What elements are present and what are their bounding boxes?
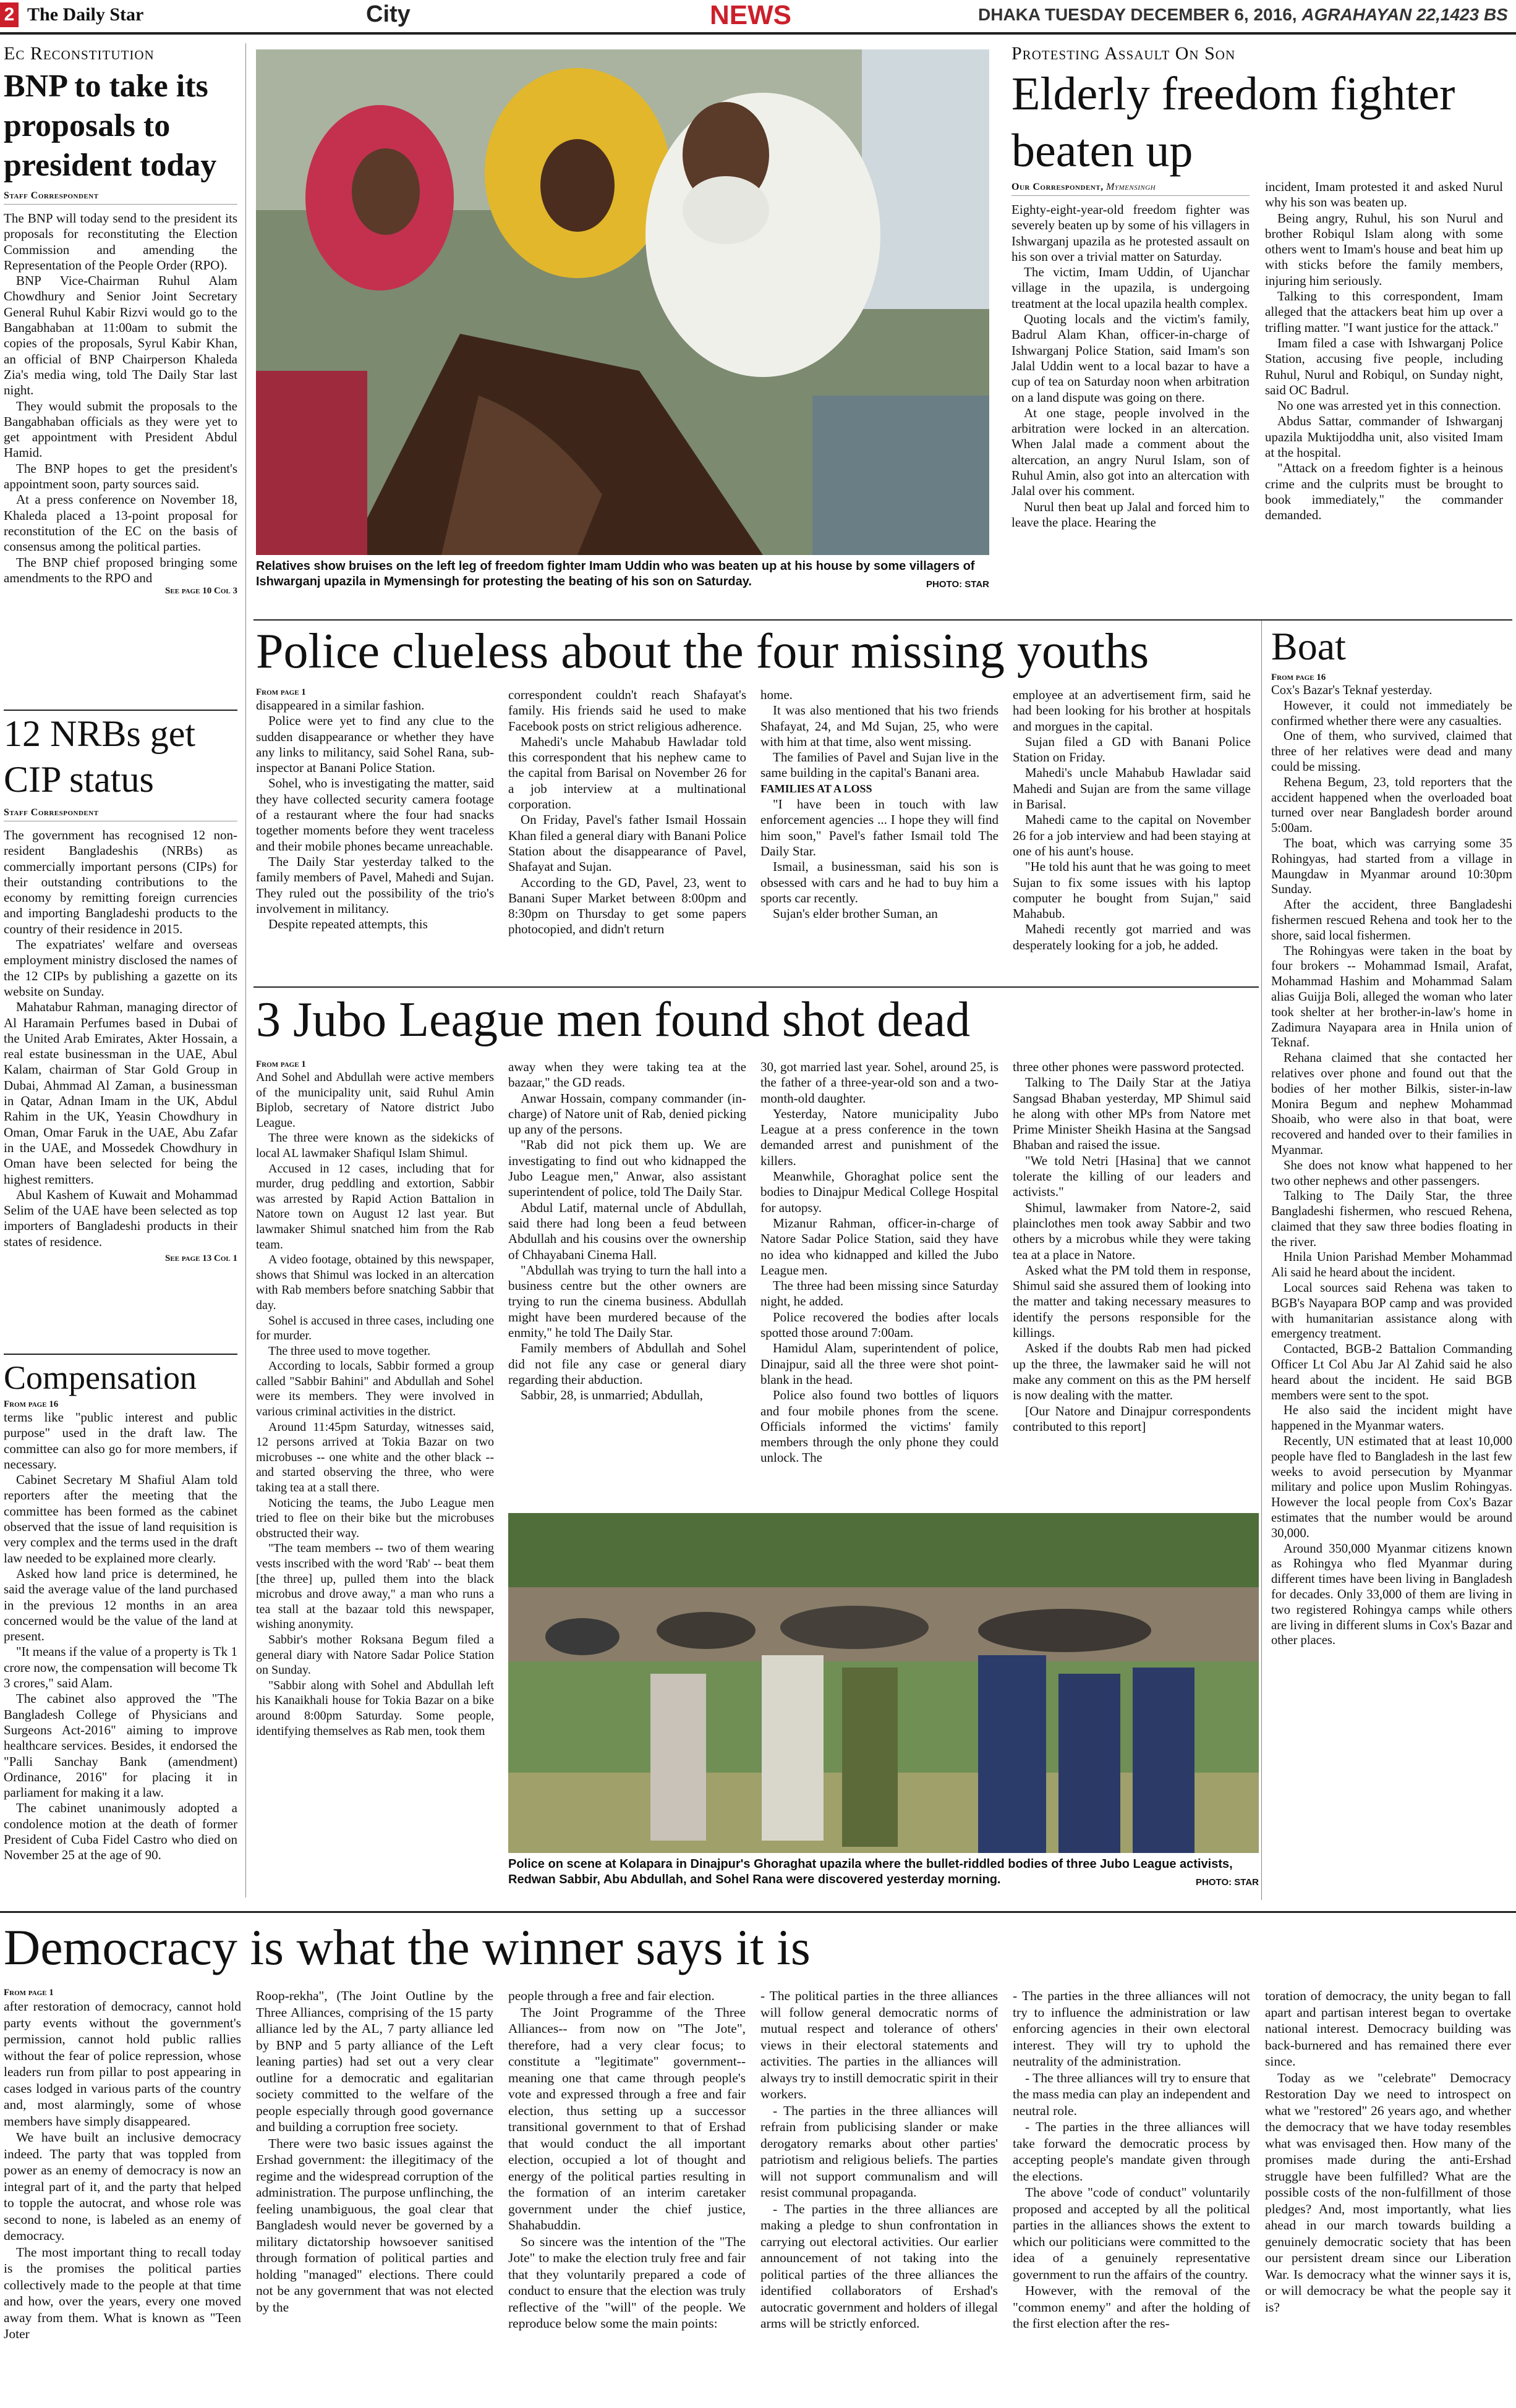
elderly-paragraph: At one stage, people involved in the arbitration were locked in an altercation. When Jalal made a comment about the altercation, an angry Nurul Islam, son of Ruhul Amin, also got into an altercation with Jalal over his comment. [1011, 405, 1250, 499]
boat-paragraph: Cox's Bazar's Teknaf yesterday. [1271, 684, 1433, 697]
police-paragraph: Mahedi recently got married and was desperately looking for a job, he added. [1013, 922, 1251, 952]
bnp-jump-link[interactable]: See page 10 Col 3 [165, 586, 237, 596]
jubo-body-4 [1013, 1059, 1251, 1435]
democracy-paragraph: The most important thing to recall today is the promises the political parties collectively made to the people at that time and how, over the years, every one moved away from them. What is known as "Teen Joter [4, 2244, 241, 2341]
nrb-paragraph: The government has recognised 12 non-resident Bangladeshis (NRBs) as commercially important persons (CIPs) for their outstanding contributions to the economy by remitting foreign currencies and importing Bangladeshi products to the country of their residence in 2015. [4, 828, 237, 936]
compensation-paragraph: The cabinet unanimously adopted a condolence motion at the death of former President of Cuba Fidel Castro who died on November 25 at the age of 90. [4, 1800, 237, 1863]
compensation-paragraph: "It means if the value of a property is Tk 1 crore now, the compensation will become Tk 3 crores," said Alam. [4, 1644, 237, 1691]
elderly-paragraph: Eighty-eight-year-old freedom fighter was severely beaten up by some of his villagers in Ishwarganj upazila as he protested assault on his son over a trivial matter on Saturday. [1011, 202, 1250, 264]
police-paragraph: Mahedi came to the capital on November 26 for a job interview and had been staying at one of his aunt's house. [1013, 812, 1251, 858]
nrb-jump-link[interactable]: See page 13 Col 1 [165, 1253, 237, 1264]
jubo-paragraph: Noticing the teams, the Jubo League men tried to flee on their bike but the microbuses obstructed their way. [256, 1496, 494, 1540]
democracy-paragraph: The Joint Programme of the Three Alliances-- from now on "The Jote", therefore, had a very clear focus; to constitute a "legitimate" government-- meaning one that came through people's vote and expressed through a free and fair election, thus setting up a successor transitional government to that of Ershad that would conduct the all important election, occupied a lot of thought and energy of the political parties resulting in the formation of an interim caretaker government under the chief justice, Shahabuddin. [508, 2004, 746, 2232]
jubo-paragraph: Sohel is accused in three cases, including one for murder. [256, 1313, 494, 1343]
jubo-paragraph: Family members of Abdullah and Sohel did not file any case or general diary regarding their abduction. [508, 1341, 746, 1387]
jubo-paragraph: Talking to The Daily Star at the Jatiya Sangsad Bhaban yesterday, MP Shimul said he along with other MPs from Natore met Prime Minister Sheikh Hasina at the Sangsad Bhaban and raised the issue. [1013, 1075, 1251, 1153]
elderly-paragraph: Quoting locals and the victim's family, Badrul Alam Khan, officer-in-charge of Ishwarganj Police Station, said Imam's son Jalal Uddin went to a local bazar to have a cup of tea on Saturday noon when arbitration on a land dispute was going on there. [1011, 312, 1250, 405]
democracy-paragraph: Roop-rekha", (The Joint Outline by the Three Alliances, comprising of the 15 party alliance led by the AL, 7 party alliance led by BNP and 5 party alliance of the Left leaning parties) had set out a very clear outline for a democratic and egalitarian society committed to the welfare of the people especially through good governance and building a corruption free society. [256, 1988, 493, 2134]
compensation-story [4, 1356, 237, 1863]
dateline-bangla: AGRAHAYAN 22,1423 BS [1301, 5, 1508, 24]
boat-paragraph: Around 350,000 Myanmar citizens known as Rohingya who fled Myanmar during different times have been living in Bangladesh for decades. Only 33,000 of them are living in two registered Rohingya camps while others are living in different slums in Cox's Bazar and other places. [1271, 1541, 1512, 1648]
boat-story [1271, 621, 1512, 1648]
boat-paragraph: The Rohingyas were taken in the boat by four brokers -- Mohammad Ismail, Arafat, Mohammad Hashim and Mohammad Salam alias Guijja Boli, alleged the woman who later took shelter at her brother-in-law's home in Zadimura Nayapara area in Hnila union of Teknaf. [1271, 944, 1512, 1050]
jubo-paragraph: Sabbir's mother Roksana Begum filed a general diary with Natore Sadar Police Station on Sunday. [256, 1632, 494, 1677]
compensation-headline: Compensation [4, 1359, 197, 1396]
democracy-story [4, 1916, 1512, 1979]
column-rule [1261, 621, 1262, 1900]
elderly-paragraph: Abdus Sattar, commander of Ishwarganj upazila Muktijoddha unit, also visited Imam at the hospital. [1265, 413, 1503, 460]
jubo-paragraph: And Sohel and Abdullah were active members of the municipality unit, said Ruhul Amin Biplob, secretary of Natore district Jubo League. [256, 1070, 494, 1130]
bnp-paragraph: The BNP chief proposed bringing some amendments to the RPO and [4, 554, 237, 585]
nrb-headline: 12 NRBs get CIP status [4, 713, 196, 800]
photo-freedom-fighter [256, 49, 989, 555]
jubo-paragraph: Mizanur Rahman, officer-in-charge of Natore Sadar Police Station, said they have no idea who kidnapped and killed the Jubo League men. [760, 1215, 999, 1278]
nrb-story [4, 711, 237, 1264]
photo-freedom-fighter-image [256, 49, 989, 555]
democracy-body-1 [4, 1998, 241, 2342]
jubo-paragraph: "Abdullah was trying to turn the hall into a business centre but the other owners are trying to run the cinema business. Abdullah might have been murdered because of the enmity," he told The Daily Star. [508, 1262, 746, 1341]
boat-paragraph: However, it could not immediately be confirmed whether there were any casualties. [1271, 698, 1512, 728]
jubo-paragraph: Shimul, lawmaker from Natore-2, said plainclothes men took away Sabbir and two others by a microbus while they were taking tea at a place in Natore. [1013, 1200, 1251, 1262]
democracy-from: From page 1 [4, 1988, 54, 1998]
democracy-paragraph: So sincere was the intention of the "The Jote" to make the election truly free and fair that they voluntarily prepared a code of conduct to ensure that the election was truly reflective of the "will" of the people. We reproduce below some the main points: [508, 2234, 746, 2331]
elderly-headline: Elderly freedom fighter beaten up [1011, 68, 1455, 177]
divider [0, 1911, 1516, 1913]
jubo-paragraph: Sabbir, 28, is unmarried; Abdullah, [521, 1388, 703, 1403]
democracy-body-5 [1013, 1988, 1250, 2332]
police-from: From page 1 [256, 687, 306, 697]
category-label: NEWS [710, 0, 791, 30]
police-paragraph: Mahedi's uncle Mahabub Hawladar said Mahedi and Sujan are from the same village in Barisal. [1013, 765, 1251, 812]
jubo-paragraph: three other phones were password protected. [1013, 1059, 1245, 1074]
police-paragraph: According to the GD, Pavel, 23, went to Banani Super Market between 8:00pm and 8:30pm on Thursday to get some papers photocopied, and didn't return [508, 875, 746, 937]
elderly-byline [1011, 182, 1250, 196]
jubo-paragraph: [Our Natore and Dinajpur correspondents contributed to this report] [1013, 1403, 1251, 1434]
bnp-paragraph: At a press conference on November 18, Khaleda placed a 13-point proposal for reconstitution of the EC on the basis of consensus among the political parties. [4, 492, 237, 554]
bnp-body [4, 211, 237, 586]
section-label: City [366, 1, 411, 27]
jubo-body-1 [256, 1070, 494, 1739]
paper-name: The Daily Star [27, 4, 144, 25]
divider [4, 1354, 237, 1355]
elderly-body-2 [1265, 179, 1503, 524]
dateline-date: DHAKA TUESDAY DECEMBER 6, 2016, [978, 5, 1297, 24]
boat-paragraph: Rehena Begum, 23, told reporters that the accident happened when the overloaded boat turned over near Bangladesh border around 5:00am. [1271, 775, 1512, 836]
elderly-byline-place: Mymensingh [1106, 182, 1156, 192]
police-headline: Police clueless about the four missing youths [256, 624, 1149, 679]
boat-paragraph: One of them, who survived, claimed that three of her relatives were dead and many could be missing. [1271, 729, 1512, 774]
jubo-paragraph: "The team members -- two of them wearing vests inscribed with the word 'Rab' -- beat them [the three] up, pulled them into the black microbus and drove away," a man who runs a tea stall at the bazaar told this newspaper, wishing anonymity. [256, 1541, 494, 1632]
democracy-paragraph: - The parties in the three alliances will not try to influence the administration or law enforcing agencies in their own electoral interest. They will try to uphold the neutrality of the administration. [1013, 1988, 1250, 2069]
jubo-paragraph: Anwar Hossain, company commander (in-charge) of Natore unit of Rab, denied picking up any of the persons. [508, 1090, 746, 1137]
democracy-paragraph: people through a free and fair election. [508, 1988, 715, 2003]
democracy-col1 [4, 1988, 241, 2342]
photo-police-scene-caption [508, 1857, 1259, 1890]
jubo-paragraph: Police also found two bottles of liquors and four mobile phones from the scene. Officials informed the victims' family members through the only phone they could unlock. The [760, 1388, 999, 1465]
page-number: 2 [4, 4, 15, 25]
police-body-4 [1013, 687, 1251, 953]
bnp-headline: BNP to take its proposals to president today [4, 69, 217, 183]
police-paragraph: home. [760, 687, 793, 702]
bnp-story [4, 43, 237, 596]
boat-paragraph: Local sources said Rehena was taken to BGB's Nayapara BOP camp and was provided with humanitarian assistance along with emergency treatment. [1271, 1281, 1512, 1341]
photo-freedom-fighter-caption [256, 559, 989, 592]
police-body-2 [508, 687, 746, 938]
democracy-paragraph: - The parties in the three alliances will take forward the democratic process by accepting people's mandate given through the elections. [1013, 2119, 1250, 2184]
jubo-paragraph: Asked if the doubts Rab men had picked up the three, the lawmaker said he will not make any comment on this as the PM herself is now dealing with the matter. [1013, 1341, 1251, 1403]
bnp-kicker: Ec Reconstitution [4, 43, 155, 64]
elderly-paragraph: Being angry, Ruhul, his son Nurul and brother Robiqul Islam along with some others went to Imam's house and beat him up with sticks before the family members, injuring him seriously. [1265, 210, 1503, 288]
page-number-box [0, 2, 19, 27]
police-subhead: FAMILIES AT A LOSS [760, 782, 872, 795]
jubo-paragraph: The three were known as the sidekicks of local AL lawmaker Shafiqul Islam Shimul. [256, 1131, 494, 1160]
police-paragraph: employee at an advertisement firm, said he had been looking for his brother at hospitals and morgues in the capital. [1013, 687, 1251, 734]
elderly-story [1011, 43, 1512, 179]
democracy-paragraph: toration of democracy, the unity began to fall apart and partisan interest began to overtake national interest. Democracy building was back-burnered and has remained there ever since. [1265, 1988, 1511, 2069]
photo-credit: PHOTO: STAR [1196, 1877, 1259, 1888]
elderly-paragraph: Nurul then beat up Jalal and forced him to leave the place. Hearing the [1011, 499, 1250, 530]
boat-paragraph: Rehana claimed that she contacted her relatives over phone and found out that the bodies of her mother Bilkis, sister-in-law Monira Begum and nephew Mohammad Shoaib, who were also in that boat, were recovered and handed over to their families in Myanmar. [1271, 1051, 1512, 1157]
police-paragraph: The Daily Star yesterday talked to the family members of Pavel, Mahedi and Sujan. They ruled out the possibility of the trio's involvement in militancy. [256, 854, 494, 916]
jubo-paragraph: Hamidul Alam, superintendent of police, Dinajpur, said all the three were shot point-blank in the head. [760, 1341, 999, 1387]
democracy-paragraph: - The parties in the three alliances will refrain from publicising slander or make derogatory remarks about other parties' patriotism and religious beliefs. The parties will not support communalism and will resist communal propaganda. [760, 2103, 998, 2200]
bnp-paragraph: BNP Vice-Chairman Ruhul Alam Chowdhury and Senior Joint Secretary General Ruhul Kabir Rizvi would go to the Bangabhaban at 11:00am to submit the copies of the proposals, Syrul Kabir Khan, an official of BNP Chairperson Khaleda Zia's media wing, told The Daily Star last night. [4, 273, 237, 398]
jubo-body-3 [760, 1059, 999, 1466]
boat-paragraph: Recently, UN estimated that at least 10,000 people have fled to Bangladesh in the last few weeks to avoid persecution by Myanmar military and police upon Muslim Rohingyas. However the local people from Cox's Bazar estimates that the number would be around 30,000. [1271, 1435, 1512, 1540]
nrb-paragraph: Mahatabur Rahman, managing director of Al Haramain Perfumes based in Dubai of the United Arab Emirates, Akter Hossain, a real estate businessman in the UAE, Abul Kalam, chairman of Star Gold Group in Dubai, Ahmmad Al Zaman, a businessman in Qatar, Adnan Imam in the UK, Abdul Rahim in the UK, Yeasin Chowdhury in Oman, Omar Faruk in the UAE, Abu Zafar in the UAE, and Mossedek Chowdhury in Oman have been selected for being the highest remitters. [4, 999, 237, 1187]
boat-paragraph: Hnila Union Parishad Member Mohammad Ali said he heard about the incident. [1271, 1250, 1512, 1280]
jubo-paragraph: The three had been missing since Saturday night, he added. [760, 1278, 999, 1309]
police-body-3 [760, 687, 999, 922]
bnp-paragraph: The BNP hopes to get the president's appointment soon, party sources said. [4, 460, 237, 492]
jubo-paragraph: "Sabbir along with Sohel and Abdullah left his Kanaikhali house for Tokia Bazar on a bike around 8:00pm Saturday. Some people, identifying themselves as Rab men, took them [256, 1678, 494, 1738]
compensation-paragraph: terms like "public interest and public purpose" used in the draft law. The committee can also go for more members, if necessary. [4, 1410, 237, 1472]
police-paragraph: It was also mentioned that his two friends Shafayat, 24, and Md Sujan, 25, who were with him at that time, also went missing. [760, 703, 999, 749]
jubo-from: From page 1 [256, 1059, 306, 1069]
police-paragraph: correspondent couldn't reach Shafayat's family. His friends said he used to make Facebook posts on strict religious adherence. [508, 687, 746, 734]
police-paragraph: The families of Pavel and Sujan live in the same building in the capital's Banani area. [760, 750, 999, 781]
photo-police-scene-image [508, 1513, 1259, 1853]
jubo-paragraph: According to locals, Sabbir formed a group called "Sabbir Bahini" and Abdullah and Sohel were its members. They were involved in various criminal activities in the district. [256, 1359, 494, 1419]
compensation-body [4, 1410, 237, 1863]
elderly-body-1 [1011, 202, 1250, 530]
jubo-paragraph: "Rab did not pick them up. We are investigating to find out who kidnapped the Jubo League men," Anwar, also assistant superintendent of police, told The Daily Star. [508, 1137, 746, 1200]
democracy-paragraph: - The three alliances will try to ensure that the mass media can play an independent and neutral role. [1013, 2070, 1250, 2118]
elderly-paragraph: The victim, Imam Uddin, of Ujanchar village in the upazila, is undergoing treatment at the local upazila health complex. [1011, 265, 1250, 311]
caption-text: Relatives show bruises on the left leg of freedom fighter Imam Uddin who was beaten up at his house by some villagers of Ishwarganj upazila in Mymensingh for protesting the beating of his son on Saturday. [256, 559, 975, 588]
jubo-body-2 [508, 1059, 746, 1404]
elderly-paragraph: incident, Imam protested it and asked Nurul why his son was beaten up. [1265, 179, 1503, 210]
elderly-byline-name: Our Correspondent, [1011, 182, 1104, 192]
column-rule [245, 43, 246, 1897]
police-paragraph: Mahedi's uncle Mahabub Hawladar told this correspondent that his nephew came to the capital from Barisal on November 26 for a job interview at a multinational corporation. [508, 734, 746, 812]
divider [253, 986, 1259, 988]
boat-paragraph: Contacted, BGB-2 Battalion Commanding Officer Lt Col Abu Jar Al Zahid said he also heard about the incident. He said BGB members were sent to the spot. [1271, 1342, 1512, 1402]
elderly-col1 [1011, 179, 1250, 530]
compensation-from: From page 16 [4, 1399, 59, 1409]
jubo-paragraph: Police recovered the bodies after locals spotted those around 7:00am. [760, 1309, 999, 1341]
democracy-paragraph: Today as we "celebrate" Democracy Restoration Day we need to introspect on what we "restored" 26 years ago, and whether the democracy that we have today resembles what was envisaged then. How many of the promises made during the anti-Ershad struggle have been fulfilled? What are the possible costs of the non-fulfillment of those pledges? And, most importantly, what lies ahead in our march towards building a genuinely democratic society that has been our persistent dream since our Liberation War. Is democracy what the winner says it is, or will democracy be what the people say it is? [1265, 2070, 1511, 2315]
caption-text: Police on scene at Kolapara in Dinajpur's Ghoraghat upazila where the bullet-riddled bodies of three Jubo League activists, Redwan Sabbir, Abu Abdullah, and Sohel Rana were discovered yesterday morning. [508, 1857, 1233, 1886]
jubo-paragraph: Meanwhile, Ghoraghat police sent the bodies to Dinajpur Medical College Hospital for autopsy. [760, 1169, 999, 1215]
democracy-body-6 [1265, 1988, 1511, 2315]
boat-paragraph: After the accident, three Bangladeshi fishermen rescued Rehena and took her to the shore, said local fishermen. [1271, 898, 1512, 943]
jubo-col1 [256, 1059, 494, 1739]
democracy-paragraph: However, with the removal of the "common enemy" and after the holding of the first election after the res- [1013, 2283, 1250, 2331]
photo-credit: PHOTO: STAR [926, 579, 989, 590]
compensation-paragraph: The cabinet also approved the "The Bangladesh College of Physicians and Surgeons Act-2016" aiming to improve healthcare services. Besides, it endorsed the "Palli Sanchay Bank (amendment) Ordinance, 2016" for placing it in parliament for making it a law. [4, 1691, 237, 1800]
democracy-body-4 [760, 1988, 998, 2332]
jubo-paragraph: Accused in 12 cases, including that for murder, drug peddling and extortion, Sabbir was arrested by Rapid Action Battalion in Natore town on August 12 last year. But lawmaker Shimul snatched him from the Rab team. [256, 1161, 494, 1252]
democracy-paragraph: There were two basic issues against the Ershad government: the illegitimacy of the regime and the widespread corruption of the administration. The purpose unflinching, the feeling unambiguous, the goal clear that Bangladesh would never be governed by a military dictatorship howsoever sanitised through formation of political parties and holding "managed" elections. There could not be any government that was not elected by the [256, 2135, 493, 2315]
police-body-1 [256, 698, 494, 932]
jubo-paragraph: Asked what the PM told them in response, Shimul said she assured them of looking into the matter and taking necessary measures to identify the persons responsible for the killings. [1013, 1262, 1251, 1341]
police-paragraph: Sujan filed a GD with Banani Police Station on Friday. [1013, 734, 1251, 765]
police-paragraph: Despite repeated attempts, this [268, 917, 428, 932]
democracy-paragraph: - The parties in the three alliances are making a pledge to shun confrontation in carrying out electoral activities. Our earlier announcement of not taking into the political parties of the three alliances the identified collaborators of Ershad's autocratic government and holders of illegal arms will be strictly enforced. [760, 2201, 998, 2331]
democracy-body-3 [508, 1988, 746, 2332]
photo-police-scene [508, 1513, 1259, 1853]
jubo-paragraph: A video footage, obtained by this newspaper, shows that Shimul was locked in an altercation with Rab members before snatching Sabbir that day. [256, 1253, 494, 1312]
police-paragraph: Police were yet to find any clue to the sudden disappearance or whether they have any links to militancy, said Sohel Rana, sub-inspector at Banani Police Station. [256, 713, 494, 776]
democracy-headline: Democracy is what the winner says it is [4, 1919, 811, 1975]
boat-from: From page 16 [1271, 672, 1326, 682]
boat-paragraph: The boat, which was carrying some 35 Rohingyas, had started from a village in Maungdaw in Myanmar around 10:30pm Sunday. [1271, 836, 1512, 897]
elderly-paragraph: Imam filed a case with Ishwarganj Police Station, accusing five people, including Ruhul, Nurul and Robiqul, on Sunday night, said OC Badrul. [1265, 335, 1503, 397]
boat-body [1271, 683, 1512, 1648]
democracy-paragraph: after restoration of democracy, cannot hold party events without the government's permission, cannot hold public rallies without the fear of police repression, whose leaders run from pillar to post appearing in cases lodged in various parts of the country and, most alarmingly, some of whose members have simply disappeared. [4, 1999, 241, 2129]
police-paragraph: On Friday, Pavel's father Ismail Hossain Khan filed a general diary with Banani Police Station about the disappearance of Pavel, Shafayat and Sujan. [508, 812, 746, 875]
jubo-headline: 3 Jubo League men found shot dead [256, 993, 971, 1047]
police-col1 [256, 687, 494, 932]
elderly-paragraph: No one was arrested yet in this connection. [1277, 398, 1501, 413]
boat-paragraph: He also said the incident might have happened in the Myanmar waters. [1271, 1404, 1512, 1433]
democracy-paragraph: The above "code of conduct" voluntarily proposed and accepted by all the political parties in the alliances shows the extent to which our politicians were committed to the idea of a genuinely representative government to run the affairs of the country. [1013, 2185, 1250, 2282]
masthead [0, 0, 1516, 35]
nrb-body [4, 828, 237, 1250]
nrb-byline: Staff Correspondent [4, 807, 237, 821]
elderly-paragraph: "Attack on a freedom fighter is a heinous crime and the culprits must be brought to book immediately," the commander demanded. [1265, 460, 1503, 523]
police-paragraph: Sohel, who is investigating the matter, said they have collected security camera footage of a restaurant where the four had snacks together moments before they went traceless and their mobile phones became unreachable. [256, 776, 494, 854]
police-paragraph: disappeared in a similar fashion. [256, 698, 425, 713]
police-paragraph: "He told his aunt that he was going to meet Sujan to fix some issues with his laptop computer he bought from Sujan," said Mahabub. [1013, 859, 1251, 922]
compensation-paragraph: Cabinet Secretary M Shafiul Alam told reporters after the meeting that the committee has been formed as the cabinet observed that the issue of land requisition is very complex and the terms used in the draft law needed to be explained more clearly. [4, 1472, 237, 1566]
democracy-paragraph: We have built an inclusive democracy indeed. The party that was toppled from power as an enemy of democracy is now an integral part of it, and the party that helped to topple the autocrat, and whose role was second to none, is labeled as an enemy of democracy. [4, 2130, 241, 2243]
jubo-paragraph: Abdul Latif, maternal uncle of Abdullah, said there had long been a feud between Abdullah and his cousins over the ownership of Chhayabani Cinema Hall. [508, 1200, 746, 1262]
police-paragraph: Sujan's elder brother Suman, an [773, 906, 938, 922]
dateline [978, 5, 1508, 25]
bnp-byline: Staff Correspondent [4, 190, 237, 205]
police-paragraph: "I have been in touch with law enforcement agencies ... I hope they will find him soon," Pavel's father Ismail told The Daily Star. [760, 797, 999, 858]
jubo-paragraph: "We told Netri [Hasina] that we cannot tolerate the killing of our leaders and activists." [1013, 1153, 1251, 1200]
boat-paragraph: Talking to The Daily Star, the three Bangladeshi fishermen, who rescued Rehena, claimed that they saw three bodies floating in the river. [1271, 1189, 1512, 1249]
jubo-paragraph: 30, got married last year. Sohel, around 25, is the father of a three-year-old son and a two-month-old daughter. [760, 1059, 999, 1106]
boat-headline: Boat [1271, 624, 1346, 668]
democracy-paragraph: - The political parties in the three alliances will follow general democratic norms of mutual respect and tolerance of others' views in their electoral statements and activities. The parties in the alliances will always try to instill democratic spirit in their workers. [760, 1988, 998, 2101]
nrb-paragraph: The expatriates' welfare and overseas employment ministry disclosed the names of the 12 CIPs by publishing a gazette on its website on Sunday. [4, 937, 237, 999]
jubo-story [256, 989, 1256, 1051]
bnp-paragraph: The BNP will today send to the president its proposals for reconstituting the Election Commission and amending the Representation of the People Order (RPO). [4, 211, 237, 273]
nrb-paragraph: Abul Kashem of Kuwait and Mohammad Selim of the UAE have been selected as top importers of Bangladeshi products in their states of residence. [4, 1187, 237, 1249]
democracy-body-2 [256, 1988, 493, 2315]
police-paragraph: Ismail, a businessman, said his son is obsessed with cars and he had to buy him a sports car recently. [760, 859, 999, 905]
elderly-paragraph: Talking to this correspondent, Imam alleged that the attackers beat him up over a trifling matter. "I want justice for the attack." [1265, 289, 1503, 335]
jubo-paragraph: Yesterday, Natore municipality Jubo League at a press conference in the town demanded arrest and punishment of the killers. [760, 1106, 999, 1168]
bnp-paragraph: They would submit the proposals to the Bangabhaban officials as they were yet to get appointment with President Abdul Hamid. [4, 398, 237, 460]
jubo-paragraph: away when they were taking tea at the bazaar," the GD reads. [508, 1059, 746, 1090]
elderly-kicker: Protesting Assault On Son [1011, 43, 1236, 64]
jubo-paragraph: Around 11:45pm Saturday, witnesses said, 12 persons arrived at Tokia Bazar on two microbuses -- one white and the other black -- and started observing the three, who were taking tea at a stall there. [256, 1420, 494, 1495]
police-story [256, 621, 1256, 682]
compensation-paragraph: Asked how land price is determined, he said the average value of the land purchased in the previous 12 months in an area concerned would be the value of the land at present. [4, 1566, 237, 1644]
jubo-paragraph: The three used to move together. [268, 1344, 431, 1358]
boat-paragraph: She does not know what happened to her two other nephews and other passengers. [1271, 1158, 1512, 1188]
